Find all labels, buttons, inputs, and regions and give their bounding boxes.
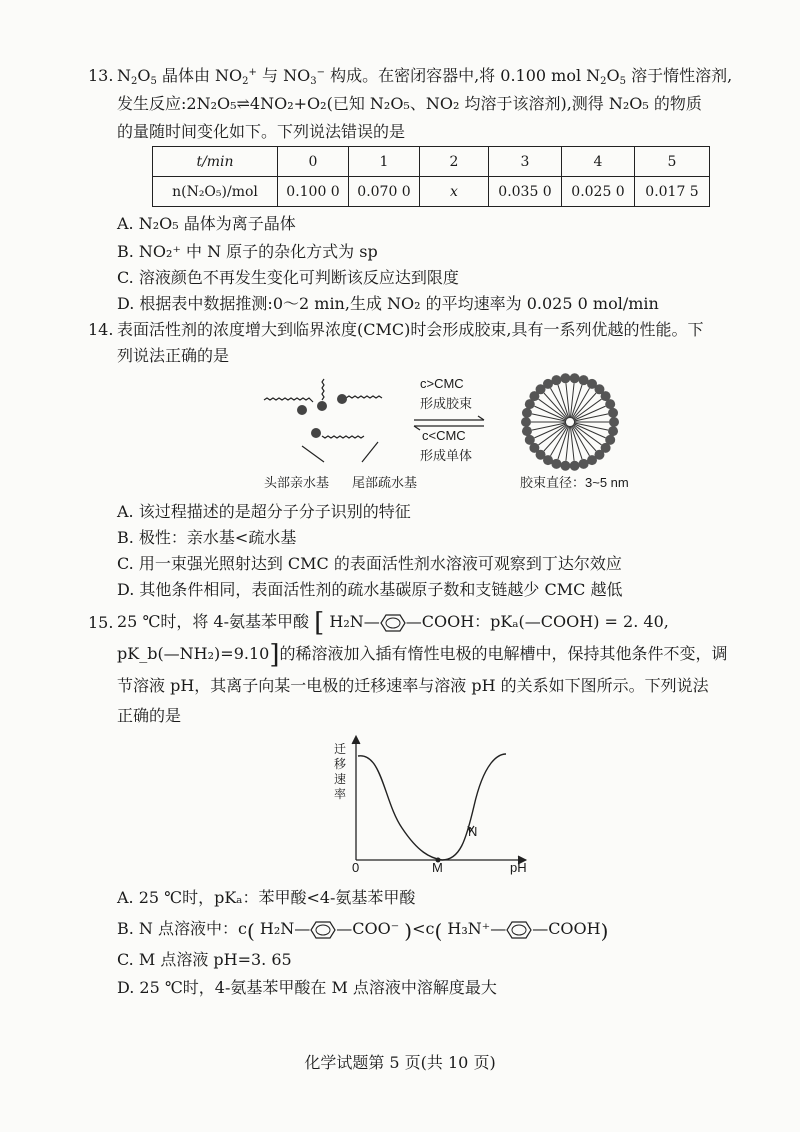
table-cell: 2 <box>420 147 489 177</box>
q14-number: 14. <box>88 320 114 339</box>
q13-option-a: A. N₂O₅ 晶体为离子晶体 <box>117 214 296 233</box>
micelle-head <box>560 373 570 383</box>
arrow-label-c-gt-cmc: c>CMC <box>420 376 464 391</box>
q15-line1: 25 ℃时，将 4-氨基苯甲酸 [ H₂N— —COOH：pKₐ(—COOH) = 2. 40, <box>117 608 669 638</box>
surfactant-monomer <box>322 379 324 400</box>
benzene-ring-icon <box>310 921 336 939</box>
micelle-head <box>525 435 535 445</box>
graph-origin: 0 <box>352 860 360 875</box>
hydrophilic-head <box>297 405 307 415</box>
q13-data-table <box>152 146 710 207</box>
q13-line1: $N_2O_5$ 晶体由 $NO_2^+$ 与 $NO_3^-$ 构成。在密闭容器中,将 0.100 mol $N_2O_5$ 溶于惰性溶剂, <box>117 66 733 87</box>
table-cell: 0.035 0 <box>489 177 562 207</box>
micelle-head <box>570 373 580 383</box>
table-cell: 0.100 0 <box>278 177 349 207</box>
benzene-ring-icon <box>506 921 532 939</box>
table-row <box>153 177 710 207</box>
surfactant-monomer <box>264 398 313 402</box>
table-cell: 0.025 0 <box>562 177 635 207</box>
q13-option-b: B. NO₂⁺ 中 N 原子的杂化方式为 sp <box>117 242 378 261</box>
q14-option-b: B. 极性：亲水基<疏水基 <box>117 528 297 547</box>
hydrophilic-head <box>311 428 321 438</box>
pointer-line <box>362 442 378 462</box>
q14-line2: 列说法正确的是 <box>117 346 230 365</box>
q13-option-c: C. 溶液颜色不再发生变化可判断该反应达到限度 <box>117 268 459 287</box>
hydrophilic-head <box>317 401 327 411</box>
tail-label: 尾部疏水基 <box>352 475 418 490</box>
micelle-head <box>521 417 531 427</box>
q14-option-a: A. 该过程描述的是超分子分子识别的特征 <box>117 502 411 521</box>
table-cell: 4 <box>562 147 635 177</box>
benzene-ring-icon <box>380 614 406 632</box>
q15-line2: pK_b(—NH₂)=9.10]的稀溶液加入插有惰性电极的电解槽中，保持其他条件不变，调 <box>117 640 728 670</box>
arrow-label-form-monomer: 形成单体 <box>420 448 473 463</box>
q14-option-d: D. 其他条件相同，表面活性剂的疏水基碳原子数和支链越少 CMC 越低 <box>117 580 623 599</box>
table-cell: x <box>420 177 489 207</box>
graph-point-n: N <box>468 824 478 839</box>
q15-number: 15. <box>88 613 114 632</box>
micelle-tail <box>558 385 569 418</box>
micelle-tail <box>566 426 570 461</box>
q13-line3: 的量随时间变化如下。下列说法错误的是 <box>117 122 406 141</box>
micelle-head <box>522 408 532 418</box>
table-cell: 0.070 0 <box>349 177 420 207</box>
q15-option-d: D. 25 ℃时，4-氨基苯甲酸在 M 点溶液中溶解度最大 <box>117 978 497 997</box>
q14-line1: 表面活性剂的浓度增大到临界浓度(CMC)时会形成胶束,具有一系列优越的性能。下 <box>117 320 704 339</box>
q14-option-c: C. 用一束强光照射达到 CMC 的表面活性剂水溶液可观察到丁达尔效应 <box>117 554 622 573</box>
q15-option-c: C. M 点溶液 pH=3. 65 <box>117 950 292 969</box>
micelle-head <box>579 459 589 469</box>
q15-option-b: B. N 点溶液中：c( H₂N— —COO⁻ )<c( H₃N⁺— —COOH) <box>117 919 609 943</box>
q15-line4: 正确的是 <box>117 706 182 725</box>
micelle-head <box>551 375 561 385</box>
micelle-tail <box>571 385 582 418</box>
pointer-line <box>302 446 324 462</box>
table-cell: 1 <box>349 147 420 177</box>
q13-option-d: D. 根据表中数据推测:0～2 min,生成 NO₂ 的平均速率为 0.025 0 mol/min <box>117 294 659 313</box>
table-cell: 0.017 5 <box>635 177 710 207</box>
micelle-head <box>522 426 532 436</box>
page-footer: 化学试题第 5 页(共 10 页) <box>304 1053 496 1072</box>
surfactant-monomer <box>322 436 364 438</box>
graph-x-label: pH <box>510 860 527 875</box>
micelle-head <box>609 417 619 427</box>
micelle-tail <box>571 426 582 459</box>
rate-curve <box>358 754 506 860</box>
micelle-head <box>560 461 570 471</box>
q13-line2: 发生反应:2N₂O₅⇌4NO₂+O₂(已知 N₂O₅、NO₂ 均溶于该溶剂),测得 N₂O₅ 的物质 <box>117 94 702 113</box>
arrow-label-c-lt-cmc: c<CMC <box>422 428 466 443</box>
q15-line3: 节溶液 pH，其离子向某一电极的迁移速率与溶液 pH 的关系如下图所示。下列说法 <box>117 676 709 695</box>
micelle-tail <box>566 383 570 418</box>
graph-point-m: M <box>432 860 443 875</box>
table-cell: 3 <box>489 147 562 177</box>
table-row <box>153 147 710 177</box>
micelle-tail <box>558 426 569 459</box>
micelle-diameter-label: 胶束直径：3~5 nm <box>520 475 629 490</box>
micelle <box>521 373 619 471</box>
table-cell: 5 <box>635 147 710 177</box>
micelle-head <box>605 399 615 409</box>
arrow-label-form-micelle: 形成胶束 <box>420 396 473 411</box>
micelle-head <box>570 461 580 471</box>
surfactant-monomer <box>346 396 382 398</box>
micelle-head <box>608 408 618 418</box>
row-label-amount: n(N₂O₅)/mol <box>153 177 278 207</box>
head-label: 头部亲水基 <box>264 475 330 490</box>
table-cell: 0 <box>278 147 349 177</box>
micelle-head <box>608 426 618 436</box>
q13-number: 13. <box>88 66 114 85</box>
micelle-tail <box>570 383 574 418</box>
micelle-tail <box>570 426 574 461</box>
q15-option-a: A. 25 ℃时，pKₐ：苯甲酸<4-氨基苯甲酸 <box>117 888 416 907</box>
row-label-time: t/min <box>153 147 278 177</box>
graph-y-label: 迁移速率 <box>334 742 347 801</box>
hydrophilic-head <box>337 394 347 404</box>
